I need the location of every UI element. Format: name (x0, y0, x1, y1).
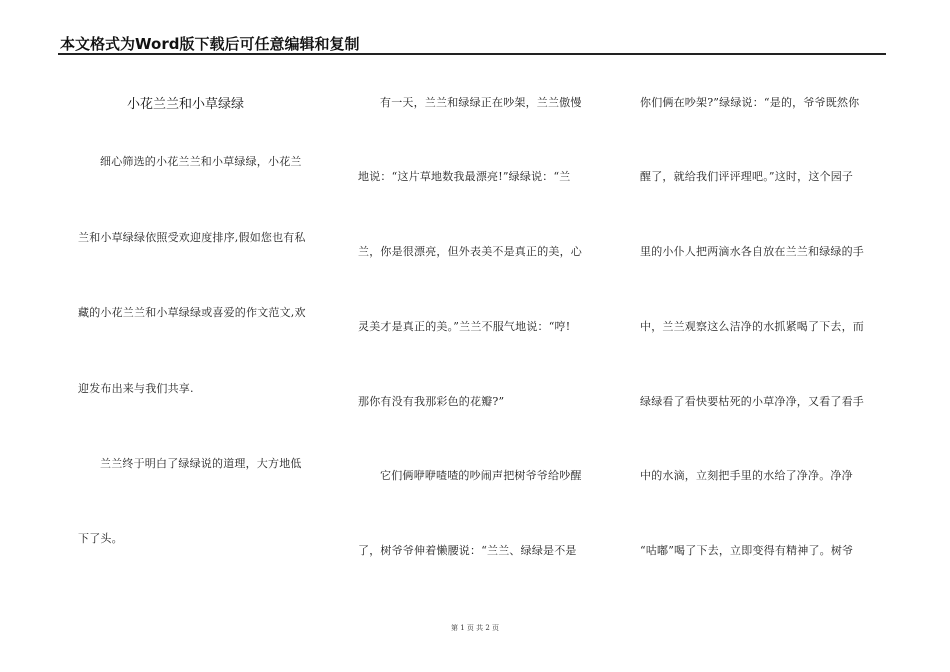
document-header-title: 本文格式为Word版下载后可任意编辑和复制 (60, 35, 360, 53)
col2-line-7: 了，树爷爷伸着懒腰说：“兰兰、绿绿是不是 (358, 544, 577, 557)
page-number-footer: 第 1 页 共 2 页 (450, 624, 500, 632)
col3-line-6: 中的水滴，立刻把手里的水给了净净。净净 (640, 469, 853, 482)
col3-line-5: 绿绿看了看快要枯死的小草净净，又看了看手 (640, 395, 864, 408)
col2-line-6: 它们俩咿咿喳喳的吵闹声把树爷爷给吵醒 (380, 469, 582, 482)
col3-line-1: 你们俩在吵架?”绿绿说：“是的，爷爷既然你 (640, 96, 860, 109)
col2-line-4: 灵美才是真正的美。”兰兰不服气地说：“哼! (358, 320, 571, 333)
col3-line-3: 里的小仆人把两滴水各自放在兰兰和绿绿的手 (640, 245, 864, 258)
col1-line-4: 迎发布出来与我们共享. (78, 382, 194, 395)
col2-line-3: 兰，你是很漂亮，但外表美不是真正的美，心 (358, 245, 582, 258)
col2-line-1: 有一天，兰兰和绿绿正在吵架，兰兰傲慢 (380, 96, 582, 109)
col1-line-1: 细心筛选的小花兰兰和小草绿绿，小花兰 (100, 155, 302, 168)
col2-line-5: 那你有没有我那彩色的花瓣?” (358, 395, 505, 408)
col2-line-2: 地说：“这片草地数我最漂亮!”绿绿说：“兰 (358, 170, 571, 183)
document-title: 小花兰兰和小草绿绿 (127, 97, 245, 112)
col1-line-5: 兰兰终于明白了绿绿说的道理，大方地低 (100, 457, 302, 470)
col3-line-7: “咕嘟”喝了下去，立即变得有精神了。树爷 (640, 544, 854, 557)
col1-line-2: 兰和小草绿绿依照受欢迎度排序,假如您也有私 (78, 231, 306, 244)
col1-line-3: 藏的小花兰兰和小草绿绿或喜爱的作文范文,欢 (78, 306, 306, 319)
header-divider (58, 53, 886, 55)
col3-line-2: 醒了，就给我们评评理吧。”这时，这个园子 (640, 170, 854, 183)
col3-line-4: 中，兰兰观察这么洁净的水抓紧喝了下去，而 (640, 320, 864, 333)
col1-line-6: 下了头。 (78, 532, 123, 545)
